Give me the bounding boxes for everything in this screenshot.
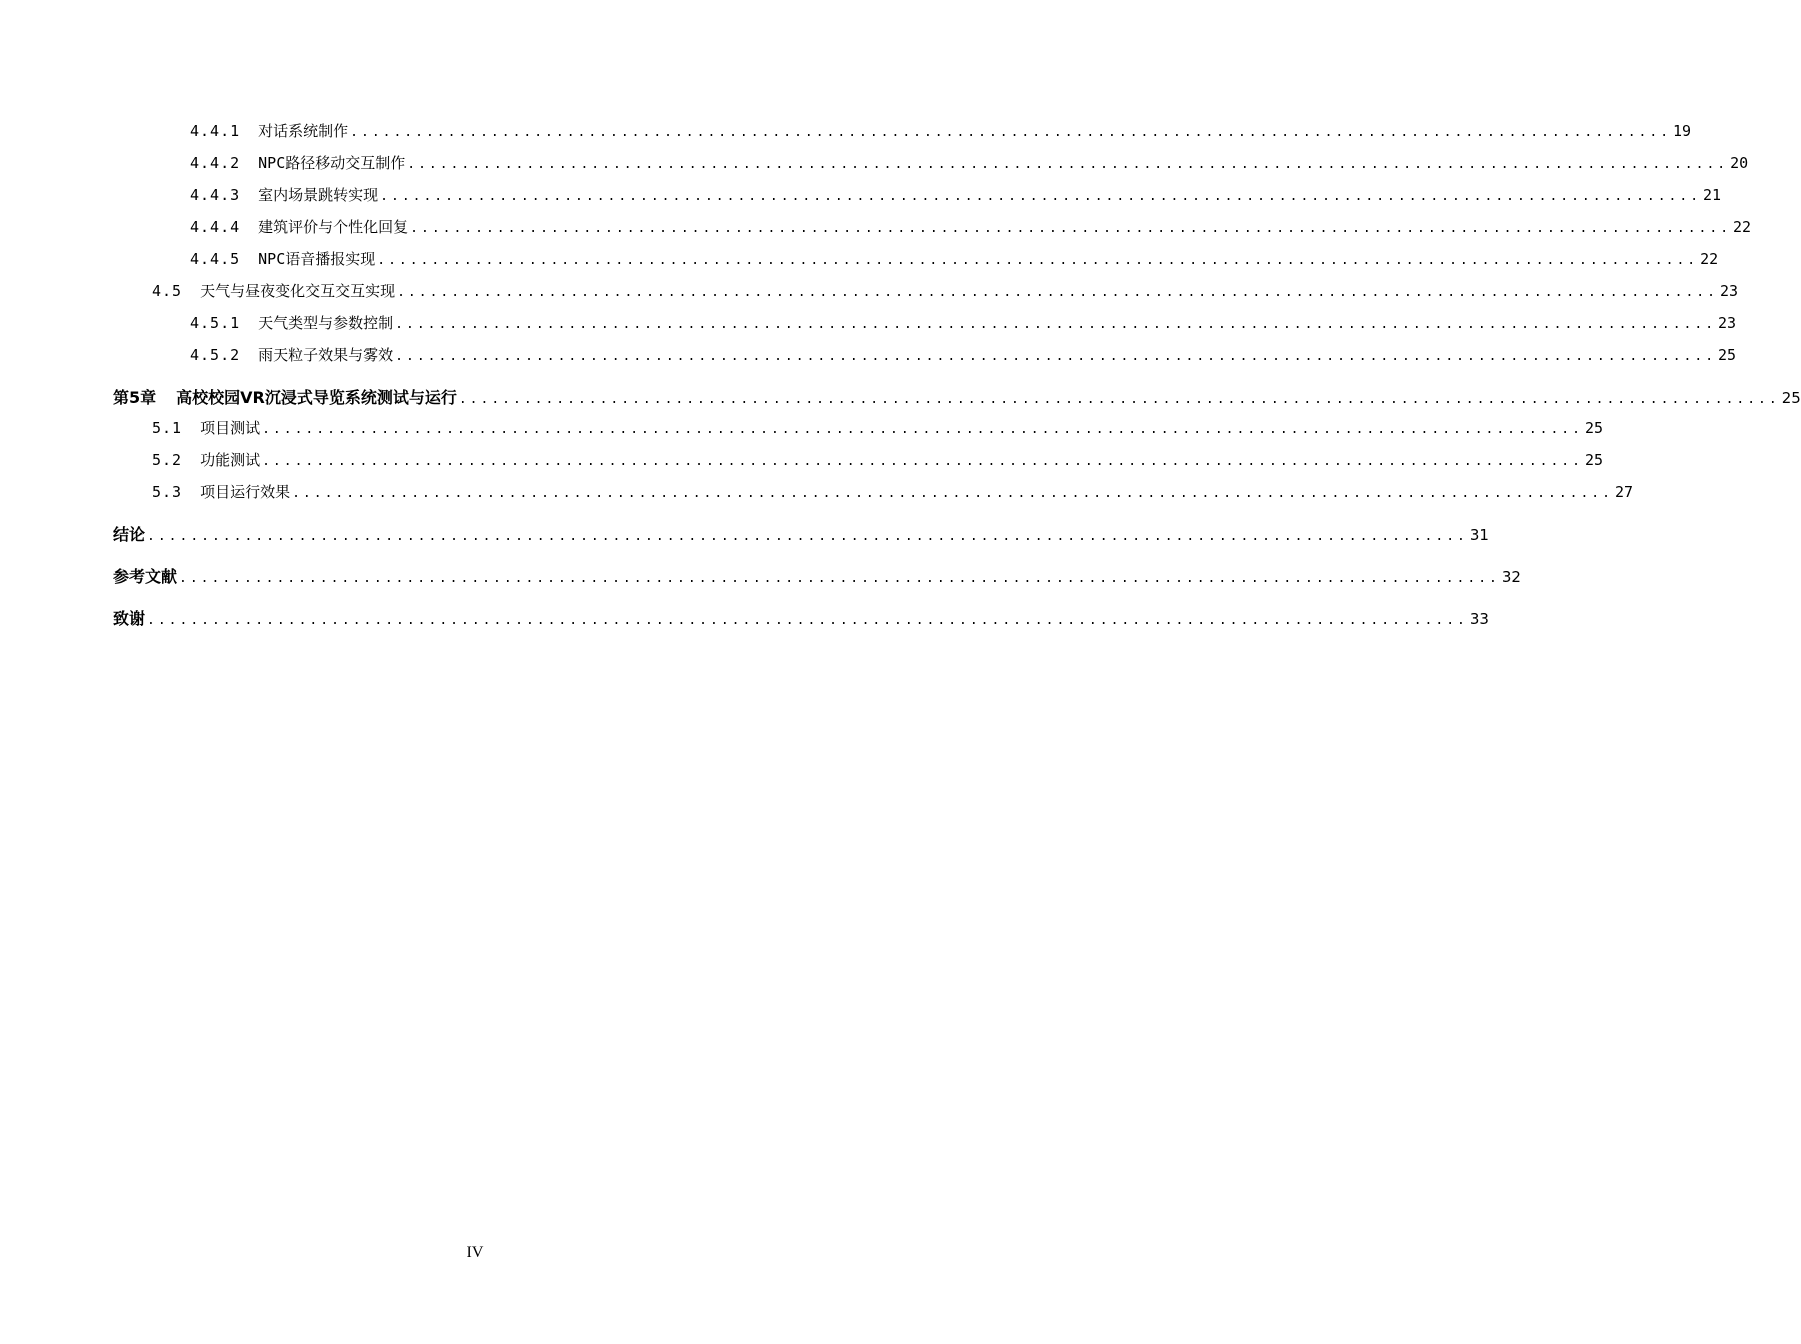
toc-dot-leader: .......................................................................................................................... [458, 392, 1780, 407]
toc-entry-4-4-4[interactable] [190, 216, 1752, 237]
toc-entry-title: NPC路径移动交互制作 [258, 154, 406, 172]
toc-dot-leader: .......................................................................................................................... [395, 317, 1717, 332]
toc-entry-number: 4.5.1 [190, 314, 241, 332]
toc-entry-references[interactable] [113, 564, 1521, 587]
toc-entry-page: 27 [1614, 483, 1634, 501]
toc-entry-page: 22 [1700, 250, 1719, 268]
toc-dot-leader: .......................................................................................................................... [407, 157, 1729, 172]
toc-entry-page: 25 [1718, 346, 1737, 364]
toc-entry-title: 参考文献 [113, 567, 178, 586]
toc-entry-number: 5.3 [152, 483, 183, 501]
toc-entry-title: 项目测试 [200, 419, 261, 437]
toc-entry-number: 4.4.5 [190, 250, 241, 268]
toc-entry-title: 雨天粒子效果与雾效 [258, 346, 394, 364]
toc-entry-title: 室内场景跳转实现 [258, 186, 379, 204]
toc-entry-5-1[interactable] [152, 417, 1604, 438]
toc-dot-leader: .......................................................................................................................... [147, 529, 1468, 544]
toc-entry-page: 21 [1703, 186, 1722, 204]
toc-entry-conclusion[interactable] [113, 522, 1489, 545]
toc-dot-leader: .......................................................................................................................... [410, 221, 1732, 236]
toc-entry-5-2[interactable] [152, 449, 1604, 470]
toc-entry-4-5[interactable] [152, 280, 1739, 301]
toc-entry-number: 4.4.4 [190, 218, 241, 236]
toc-entry-number: 4.5 [152, 282, 183, 300]
toc-entry-4-4-2[interactable] [190, 152, 1749, 173]
toc-entry-title: 项目运行效果 [200, 483, 291, 501]
toc-dot-leader: .......................................................................................................................... [262, 454, 1583, 469]
toc-dot-leader: .......................................................................................................................... [262, 422, 1583, 437]
toc-dot-leader: .......................................................................................................................... [395, 349, 1717, 364]
toc-entry-title: 建筑评价与个性化回复 [258, 218, 409, 236]
toc-entry-4-4-1[interactable] [190, 120, 1692, 141]
toc-entry-number: 5.2 [152, 451, 183, 469]
toc-entry-page: 23 [1719, 282, 1739, 300]
toc-entry-number: 5.1 [152, 419, 183, 437]
toc-entry-number: 4.4.3 [190, 186, 241, 204]
toc-entry-page: 33 [1469, 610, 1489, 628]
toc-dot-leader: .......................................................................................................................... [179, 571, 1500, 586]
toc-entry-title: 功能测试 [200, 451, 261, 469]
toc-entry-page: 22 [1733, 218, 1752, 236]
toc-entry-5-3[interactable] [152, 481, 1634, 502]
toc-entry-page: 32 [1501, 568, 1521, 586]
toc-entry-4-4-3[interactable] [190, 184, 1722, 205]
toc-dot-leader: .......................................................................................................................... [292, 486, 1613, 501]
toc-entry-page: 31 [1469, 526, 1489, 544]
toc-entry-page: 25 [1584, 419, 1604, 437]
toc-entry-page: 23 [1718, 314, 1737, 332]
toc-dot-leader: .......................................................................................................................... [377, 253, 1699, 268]
toc-dot-leader: .......................................................................................................................... [147, 613, 1468, 628]
toc-entry-title: 高校校园VR沉浸式导览系统测试与运行 [176, 388, 457, 407]
toc-entry-chapter-5[interactable] [113, 385, 1801, 408]
toc-dot-leader: .......................................................................................................................... [350, 125, 1672, 140]
toc-entry-4-4-5[interactable] [190, 248, 1719, 269]
toc-entry-acknowledgements[interactable] [113, 606, 1489, 629]
toc-entry-number: 4.4.2 [190, 154, 241, 172]
toc-entry-title: 天气类型与参数控制 [258, 314, 394, 332]
toc-entry-number: 4.5.2 [190, 346, 241, 364]
toc-entry-page: 25 [1584, 451, 1604, 469]
toc-entry-page: 19 [1673, 122, 1692, 140]
toc-entry-number: 4.4.1 [190, 122, 241, 140]
toc-entry-title: 对话系统制作 [258, 122, 349, 140]
toc-entry-title: 结论 [113, 525, 146, 544]
toc-entry-title: NPC语音播报实现 [258, 250, 376, 268]
toc-entry-page: 25 [1781, 389, 1801, 407]
toc-entry-title: 天气与昼夜变化交互交互实现 [200, 282, 396, 300]
toc-entry-title: 致谢 [113, 609, 146, 628]
toc-dot-leader: .......................................................................................................................... [380, 189, 1702, 204]
page-number-footer: IV [466, 1244, 484, 1261]
toc-entry-number: 第5章 [113, 388, 157, 407]
toc-entry-page: 20 [1730, 154, 1749, 172]
toc-entry-4-5-2[interactable] [190, 344, 1737, 365]
toc-entry-4-5-1[interactable] [190, 312, 1737, 333]
toc-dot-leader: .......................................................................................................................... [397, 285, 1718, 300]
